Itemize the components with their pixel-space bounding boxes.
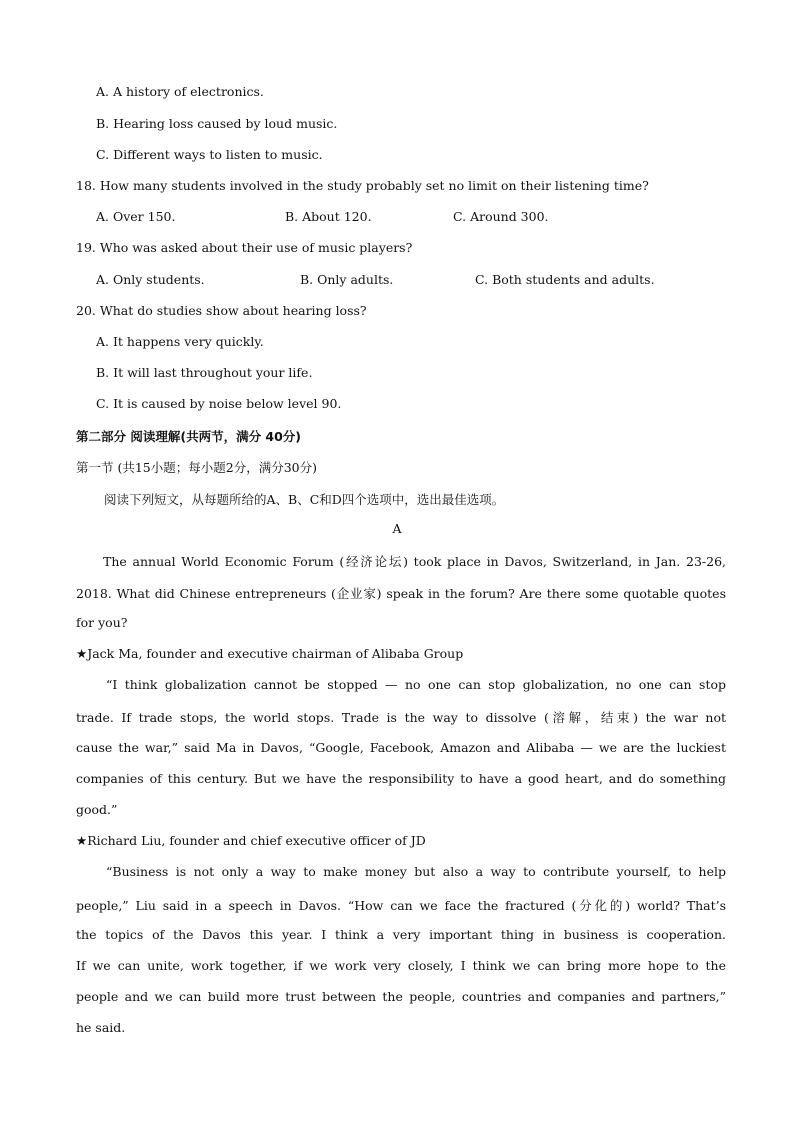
jack-ma-quote-line-2: trade. If trade stops, the world stops. Trade is the way to dissolve (溶解，结束) the war not [76,710,726,725]
passage-intro-line-2: 2018. What did Chinese entrepreneurs (企业家) speak in the forum? Are there some quotable quotes [76,586,726,601]
richard-liu-quote-line-6: he said. [76,1020,126,1035]
section1-heading: 第一节 (共15小题；每小题2分，满分30分) [76,460,317,475]
q18-question: 18. How many students involved in the study probably set no limit on their listening time? [76,178,649,193]
jack-ma-quote-line-1: “I think globalization cannot be stopped — no one can stop globalization, no one can stop [106,677,726,692]
jack-ma-heading [76,646,463,661]
jack-ma-heading-text: Jack Ma, founder and executive chairman of Alibaba Group [87,646,464,661]
richard-liu-heading-text: Richard Liu, founder and chief executive officer of JD [87,833,426,848]
jack-ma-quote-line-4: companies of this century. But we have the responsibility to have a good heart, and do something [76,771,726,786]
q19-option-b: B. Only adults. [300,272,394,287]
q20-option-c: C. It is caused by noise below level 90. [96,396,342,411]
richard-liu-quote-line-1: “Business is not only a way to make money but also a way to contribute yourself, to help [106,864,726,879]
richard-liu-quote-line-3: the topics of the Davos this year. I think a very important thing in business is cooperation. [76,927,726,942]
richard-liu-quote-line-2: people,” Liu said in a speech in Davos. “How can we face the fractured (分化的) world? That’s [76,898,726,913]
q18-option-b: B. About 120. [285,209,372,224]
jack-ma-quote-line-5: good.” [76,802,118,817]
jack-ma-quote-line-3: cause the war,” said Ma in Davos, “Google, Facebook, Amazon and Alibaba — we are the luckiest [76,740,726,755]
passage-intro-line-3: for you? [76,615,128,630]
q20-question: 20. What do studies show about hearing loss? [76,303,367,318]
q20-option-a: A. It happens very quickly. [96,334,264,349]
q17-option-c: C. Different ways to listen to music. [96,147,323,162]
q18-option-c: C. Around 300. [453,209,549,224]
q19-question: 19. Who was asked about their use of music players? [76,240,413,255]
passage-label: A [392,521,402,536]
richard-liu-quote-line-4: If we can unite, work together, if we work very closely, I think we can bring more hope to the [76,958,726,973]
q20-option-b: B. It will last throughout your life. [96,365,313,380]
q17-option-a: A. A history of electronics. [96,84,264,99]
q19-option-c: C. Both students and adults. [475,272,655,287]
q17-option-b: B. Hearing loss caused by loud music. [96,116,338,131]
star-icon: ★ [76,646,88,661]
passage-intro-line-1: The annual World Economic Forum (经济论坛) took place in Davos, Switzerland, in Jan. 23-26, [103,554,726,569]
part2-heading: 第二部分 阅读理解(共两节，满分 40分) [76,429,302,444]
reading-instruction: 阅读下列短文，从每题所给的A、B、C和D四个选项中，选出最佳选项。 [104,492,505,507]
richard-liu-heading [76,833,426,848]
star-icon: ★ [76,833,88,848]
q19-option-a: A. Only students. [96,272,205,287]
q18-option-a: A. Over 150. [96,209,176,224]
richard-liu-quote-line-5: people and we can build more trust between the people, countries and companies and partners,” [76,989,726,1004]
